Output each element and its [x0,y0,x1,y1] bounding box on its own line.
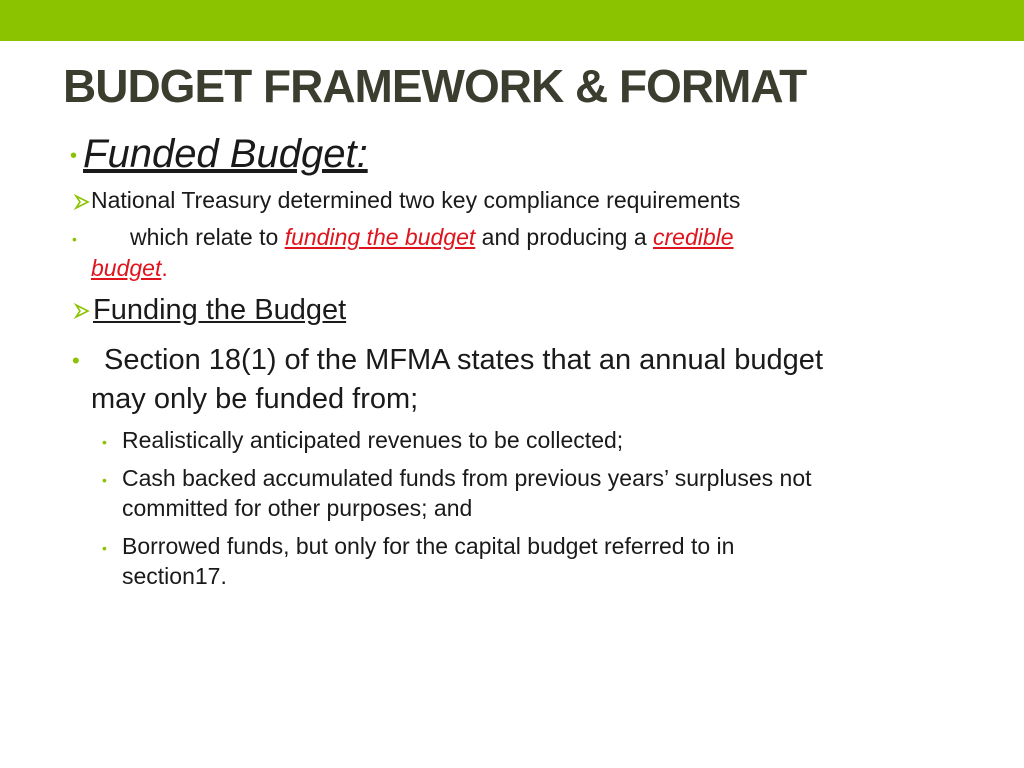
bullet-dot-icon: • [72,348,80,374]
bullet-dot-icon: • [102,433,107,450]
sub-bullet-text: Cash backed accumulated funds from previous years’ surpluses not [122,465,812,491]
arrow-bullet-icon [73,193,91,211]
arrow-bullet-icon [73,302,91,320]
nt-row [73,186,740,214]
period: . [161,255,168,281]
relate-row-cont [91,254,168,282]
section-line-1: Section 18(1) of the MFMA states that an annual budget [104,344,823,376]
funding-row [73,292,346,328]
sub-bullet-cont [122,561,227,591]
sub-bullet [102,531,734,563]
sub-bullet [102,425,623,457]
nt-text: National Treasury determined two key compliance requirements [91,187,741,213]
sub-bullet-cont [122,493,472,523]
relate-prefix: which relate to [130,224,285,250]
funded-budget-heading: Funded Budget: [83,132,368,176]
sub-bullet-text: section17. [122,563,227,589]
section-row [72,342,823,379]
bullet-dot-icon: • [102,471,107,488]
bullet-dot-icon: • [72,230,77,247]
credible-link: credible [653,224,734,250]
funded-budget-row [70,130,368,180]
slide-title: BUDGET FRAMEWORK & FORMAT [63,60,807,112]
funding-budget-link: funding the budget [284,224,476,250]
budget-link: budget [91,255,162,281]
top-accent-bar [0,0,1024,41]
section-row-cont [91,381,418,417]
sub-bullet [102,463,812,495]
funding-heading: Funding the Budget [93,294,347,326]
section-line-2: may only be funded from; [91,383,419,415]
bullet-dot-icon: • [102,539,107,556]
sub-bullet-text: Borrowed funds, but only for the capital budget referred to in [122,533,735,559]
sub-bullet-text: Realistically anticipated revenues to be collected; [122,427,624,453]
relate-row [72,223,734,253]
relate-middle: and producing a [475,224,654,250]
sub-bullet-text: committed for other purposes; and [122,495,473,521]
bullet-dot-icon: • [70,145,78,168]
